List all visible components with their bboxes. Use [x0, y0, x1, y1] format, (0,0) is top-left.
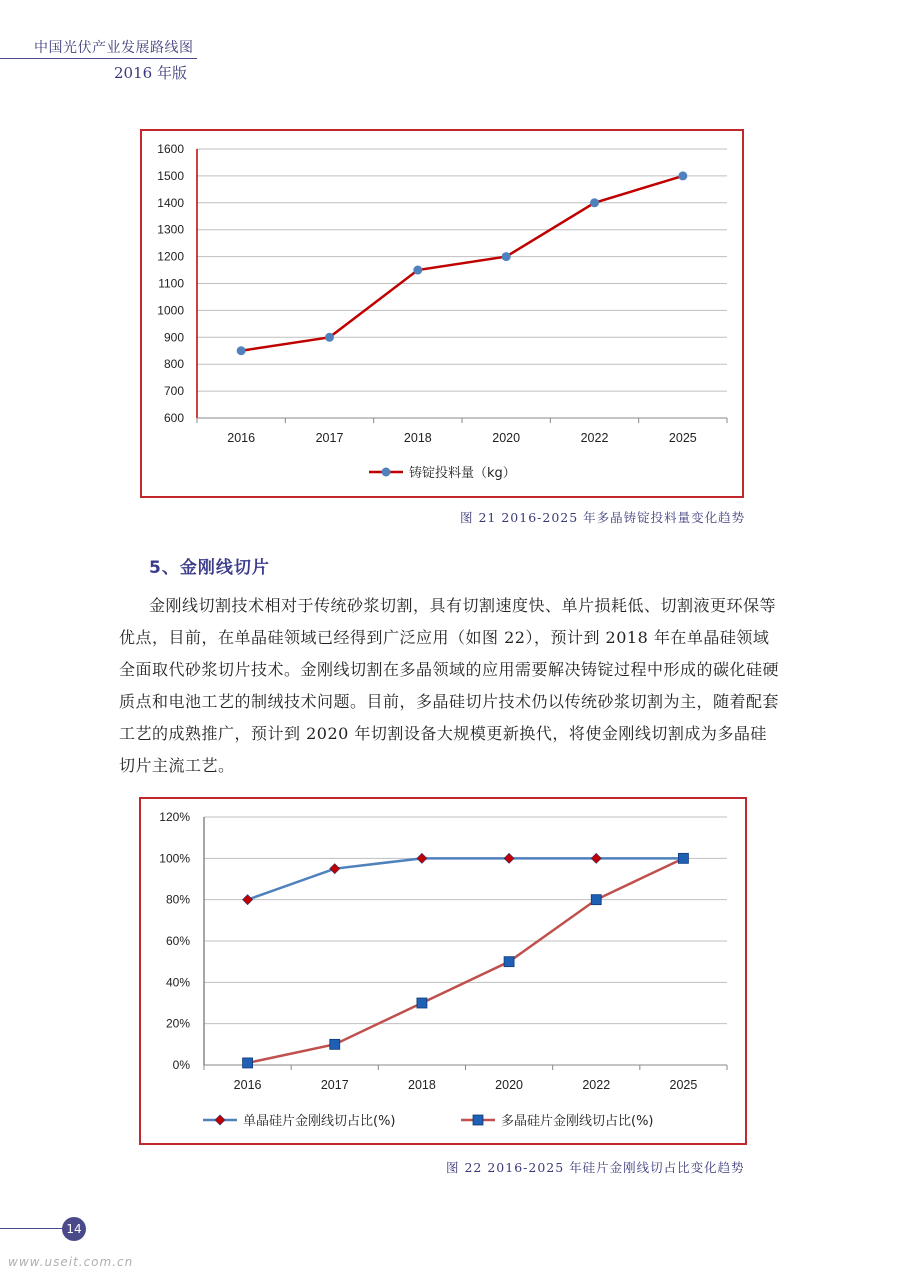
data-point — [413, 266, 422, 275]
y-tick-label: 900 — [163, 330, 184, 345]
x-tick-label: 2022 — [580, 431, 609, 445]
legend-marker — [473, 1115, 483, 1125]
x-tick-label: 2016 — [227, 431, 256, 445]
section-title: 5、金刚线切片 — [149, 558, 270, 578]
x-tick-label: 2025 — [668, 431, 697, 445]
data-point — [325, 333, 334, 342]
data-point — [504, 853, 514, 863]
x-tick-label: 2017 — [315, 431, 344, 445]
data-point — [678, 853, 688, 863]
data-point — [237, 346, 246, 355]
y-tick-label: 600 — [163, 411, 184, 425]
header-line — [0, 58, 197, 59]
y-tick-label: 1000 — [157, 303, 184, 318]
y-tick-label: 100% — [159, 851, 190, 866]
y-tick-label: 60% — [165, 934, 190, 948]
y-tick-label: 1600 — [157, 142, 184, 156]
data-point — [330, 1039, 340, 1049]
data-point — [504, 957, 514, 967]
series-line — [241, 176, 683, 351]
header-edition: 2016 年版 — [114, 64, 187, 82]
legend-marker — [382, 468, 391, 477]
series-line — [248, 858, 684, 1063]
y-tick-label: 20% — [165, 1016, 190, 1031]
figure22-chart — [139, 797, 747, 1145]
data-point — [243, 895, 253, 905]
figure22-svg — [141, 799, 745, 1143]
y-tick-label: 1500 — [157, 168, 184, 183]
legend-label: 铸锭投料量（kg） — [409, 466, 516, 481]
y-tick-label: 80% — [165, 892, 190, 907]
y-tick-label: 40% — [165, 975, 190, 990]
x-tick-label: 2025 — [669, 1078, 698, 1092]
x-tick-label: 2018 — [408, 1078, 436, 1092]
y-tick-label: 700 — [163, 384, 184, 399]
y-tick-label: 0% — [172, 1058, 190, 1072]
data-point — [243, 1058, 253, 1068]
y-tick-label: 1100 — [158, 276, 184, 291]
x-tick-label: 2018 — [403, 431, 432, 445]
data-point — [417, 853, 427, 863]
watermark: www.useit.com.cn — [8, 1255, 134, 1269]
legend-label: 多晶硅片金刚线切占比(%) — [501, 1114, 654, 1129]
y-tick-label: 800 — [163, 357, 184, 372]
figure21-chart — [140, 129, 744, 498]
data-point — [590, 198, 599, 207]
paragraph-text: 金刚线切割技术相对于传统砂浆切割，具有切割速度快、单片损耗低、切割液更环保等优点，目前，在单晶硅领域已经得到广泛应用（如图 22），预计到 2018 年在单晶硅领域全面取代砂浆切片技术。金刚线切割在多晶领域的应用需要解决铸锭过程中形成的碳化硅硬质点和电池工艺的制绒技术问题。目前，多晶硅切片技术仍以传统砂浆切割为主，随着配套工艺的成熟推广，预计到 2020 年切割设备大规模更新换代，将使金刚线切割成为多晶硅切片主流工艺。 — [119, 596, 780, 775]
data-point — [591, 895, 601, 905]
x-tick-label: 2020 — [495, 1078, 523, 1092]
y-tick-label: 1200 — [157, 249, 184, 264]
x-tick-label: 2017 — [320, 1078, 349, 1092]
legend-label: 单晶硅片金刚线切占比(%) — [243, 1114, 396, 1129]
figure21-svg — [142, 131, 742, 496]
data-point — [502, 252, 511, 261]
data-point — [591, 853, 601, 863]
y-tick-label: 120% — [159, 810, 190, 824]
page-line — [0, 1228, 62, 1229]
legend-marker — [215, 1115, 225, 1125]
section-paragraph — [119, 590, 779, 782]
series-line — [248, 858, 684, 899]
data-point — [330, 864, 340, 874]
y-tick-label: 1400 — [157, 195, 184, 210]
x-tick-label: 2016 — [233, 1078, 262, 1092]
x-tick-label: 2022 — [582, 1078, 611, 1092]
y-tick-label: 1300 — [157, 222, 184, 237]
x-tick-label: 2020 — [492, 431, 521, 445]
page-number: 14 — [62, 1217, 86, 1241]
figure21-caption: 图 21 2016-2025 年多晶铸锭投料量变化趋势 — [460, 510, 746, 525]
data-point — [417, 998, 427, 1008]
figure22-caption: 图 22 2016-2025 年硅片金刚线切占比变化趋势 — [446, 1160, 745, 1175]
header-title: 中国光伏产业发展路线图 — [34, 40, 194, 56]
data-point — [678, 171, 687, 180]
